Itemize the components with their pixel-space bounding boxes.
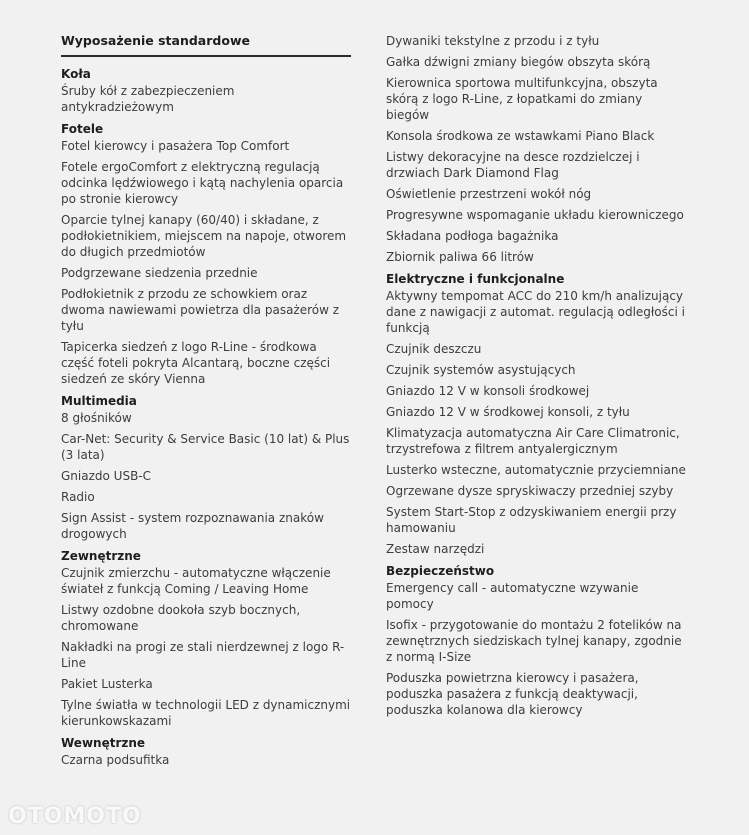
list-item: 8 głośników bbox=[61, 411, 132, 425]
section-title: Koła bbox=[61, 67, 91, 81]
section-wewnetrzne bbox=[61, 736, 351, 768]
list-item: Zbiornik paliwa 66 litrów bbox=[386, 250, 534, 264]
section-bezpieczenstwo bbox=[386, 564, 686, 718]
list-item: Oświetlenie przestrzeni wokół nóg bbox=[386, 187, 592, 201]
list-item: Car-Net: Security & Service Basic (10 lat) & Plus (3 lata) bbox=[61, 432, 350, 462]
list-item: Tylne światła w technologii LED z dynamicznymi kierunkowskazami bbox=[61, 698, 351, 728]
list-item: Fotel kierowcy i pasażera Top Comfort bbox=[61, 139, 290, 153]
list-item: Gniazdo 12 V w środkowej konsoli, z tyłu bbox=[386, 405, 630, 419]
list-item: Śruby kół z zabezpieczeniem antykradzieżowym bbox=[61, 84, 235, 114]
section-kola bbox=[61, 67, 351, 115]
list-item: Kierownica sportowa multifunkcyjna, obszyta skórą z logo R-Line, z łopatkami do zmiany biegów bbox=[386, 76, 658, 122]
list-item: Zestaw narzędzi bbox=[386, 542, 485, 556]
list-item: Konsola środkowa ze wstawkami Piano Black bbox=[386, 129, 655, 143]
list-item: Gniazdo USB-C bbox=[61, 469, 152, 483]
list-item: Składana podłoga bagażnika bbox=[386, 229, 559, 243]
section-multimedia bbox=[61, 394, 351, 542]
list-item: Nakładki na progi ze stali nierdzewnej z logo R-Line bbox=[61, 640, 345, 670]
right-column bbox=[386, 33, 686, 725]
list-item: Gałka dźwigni zmiany biegów obszyta skórą bbox=[386, 55, 651, 69]
otomoto-watermark: OTOMOTO bbox=[8, 804, 142, 829]
section-title: Zewnętrzne bbox=[61, 549, 141, 563]
list-item: Tapicerka siedzeń z logo R-Line - środkowa część foteli pokryta Alcantarą, boczne części siedzeń ze skóry Vienna bbox=[61, 340, 331, 386]
section-zewnetrzne bbox=[61, 549, 351, 729]
list-item: Isofix - przygotowanie do montażu 2 fotelików na zewnętrznych siedziskach tylnej kanapy, zgodnie z normą I-Size bbox=[386, 618, 682, 664]
section-title: Fotele bbox=[61, 122, 104, 136]
list-item: Dywaniki tekstylne z przodu i z tyłu bbox=[386, 34, 600, 48]
list-item: Lusterko wsteczne, automatycznie przyciemniane bbox=[386, 463, 686, 477]
page-title: Wyposażenie standardowe bbox=[61, 33, 250, 48]
left-column bbox=[61, 67, 351, 775]
list-item: Ogrzewane dysze spryskiwaczy przedniej szyby bbox=[386, 484, 674, 498]
section-wewnetrzne-continued bbox=[386, 33, 686, 265]
section-title: Bezpieczeństwo bbox=[386, 564, 495, 578]
list-item: Pakiet Lusterka bbox=[61, 677, 153, 691]
list-item: Podłokietnik z przodu ze schowkiem oraz dwoma nawiewami powietrza dla pasażerów z tyłu bbox=[61, 287, 340, 333]
list-item: Listwy ozdobne dookoła szyb bocznych, chromowane bbox=[61, 603, 301, 633]
list-item: Sign Assist - system rozpoznawania znaków drogowych bbox=[61, 511, 324, 541]
section-title: Elektryczne i funkcjonalne bbox=[386, 272, 565, 286]
section-elektryczne bbox=[386, 272, 686, 557]
title-divider bbox=[61, 55, 351, 57]
list-item: Czujnik deszczu bbox=[386, 342, 482, 356]
list-item: System Start-Stop z odzyskiwaniem energii przy hamowaniu bbox=[386, 505, 677, 535]
list-item: Fotele ergoComfort z elektryczną regulacją odcinka lędźwiowego i kątą nachylenia oparcia po stronie kierowcy bbox=[61, 160, 344, 206]
section-title: Multimedia bbox=[61, 394, 137, 408]
list-item: Klimatyzacja automatyczna Air Care Climatronic, trzystrefowa z filtrem antyalergicznym bbox=[386, 426, 680, 456]
list-item: Czujnik zmierzchu - automatyczne włączenie świateł z funkcją Coming / Leaving Home bbox=[61, 566, 331, 596]
list-item: Czarna podsufitka bbox=[61, 753, 170, 767]
list-item: Gniazdo 12 V w konsoli środkowej bbox=[386, 384, 590, 398]
list-item: Czujnik systemów asystujących bbox=[386, 363, 576, 377]
list-item: Aktywny tempomat ACC do 210 km/h analizujący dane z nawigacji z automat. regulacją odległości i funkcją bbox=[386, 289, 685, 335]
list-item: Radio bbox=[61, 490, 95, 504]
list-item: Oparcie tylnej kanapy (60/40) i składane, z podłokietnikiem, miejscem na napoje, otworem do długich przedmiotów bbox=[61, 213, 347, 259]
list-item: Progresywne wspomaganie układu kierowniczego bbox=[386, 208, 684, 222]
list-item: Emergency call - automatyczne wzywanie pomocy bbox=[386, 581, 639, 611]
section-fotele bbox=[61, 122, 351, 387]
list-item: Listwy dekoracyjne na desce rozdzielczej i drzwiach Dark Diamond Flag bbox=[386, 150, 640, 180]
list-item: Podgrzewane siedzenia przednie bbox=[61, 266, 258, 280]
section-title: Wewnętrzne bbox=[61, 736, 146, 750]
list-item: Poduszka powietrzna kierowcy i pasażera, poduszka pasażera z funkcją deaktywacji, poduszka kolanowa dla kierowcy bbox=[386, 671, 639, 717]
